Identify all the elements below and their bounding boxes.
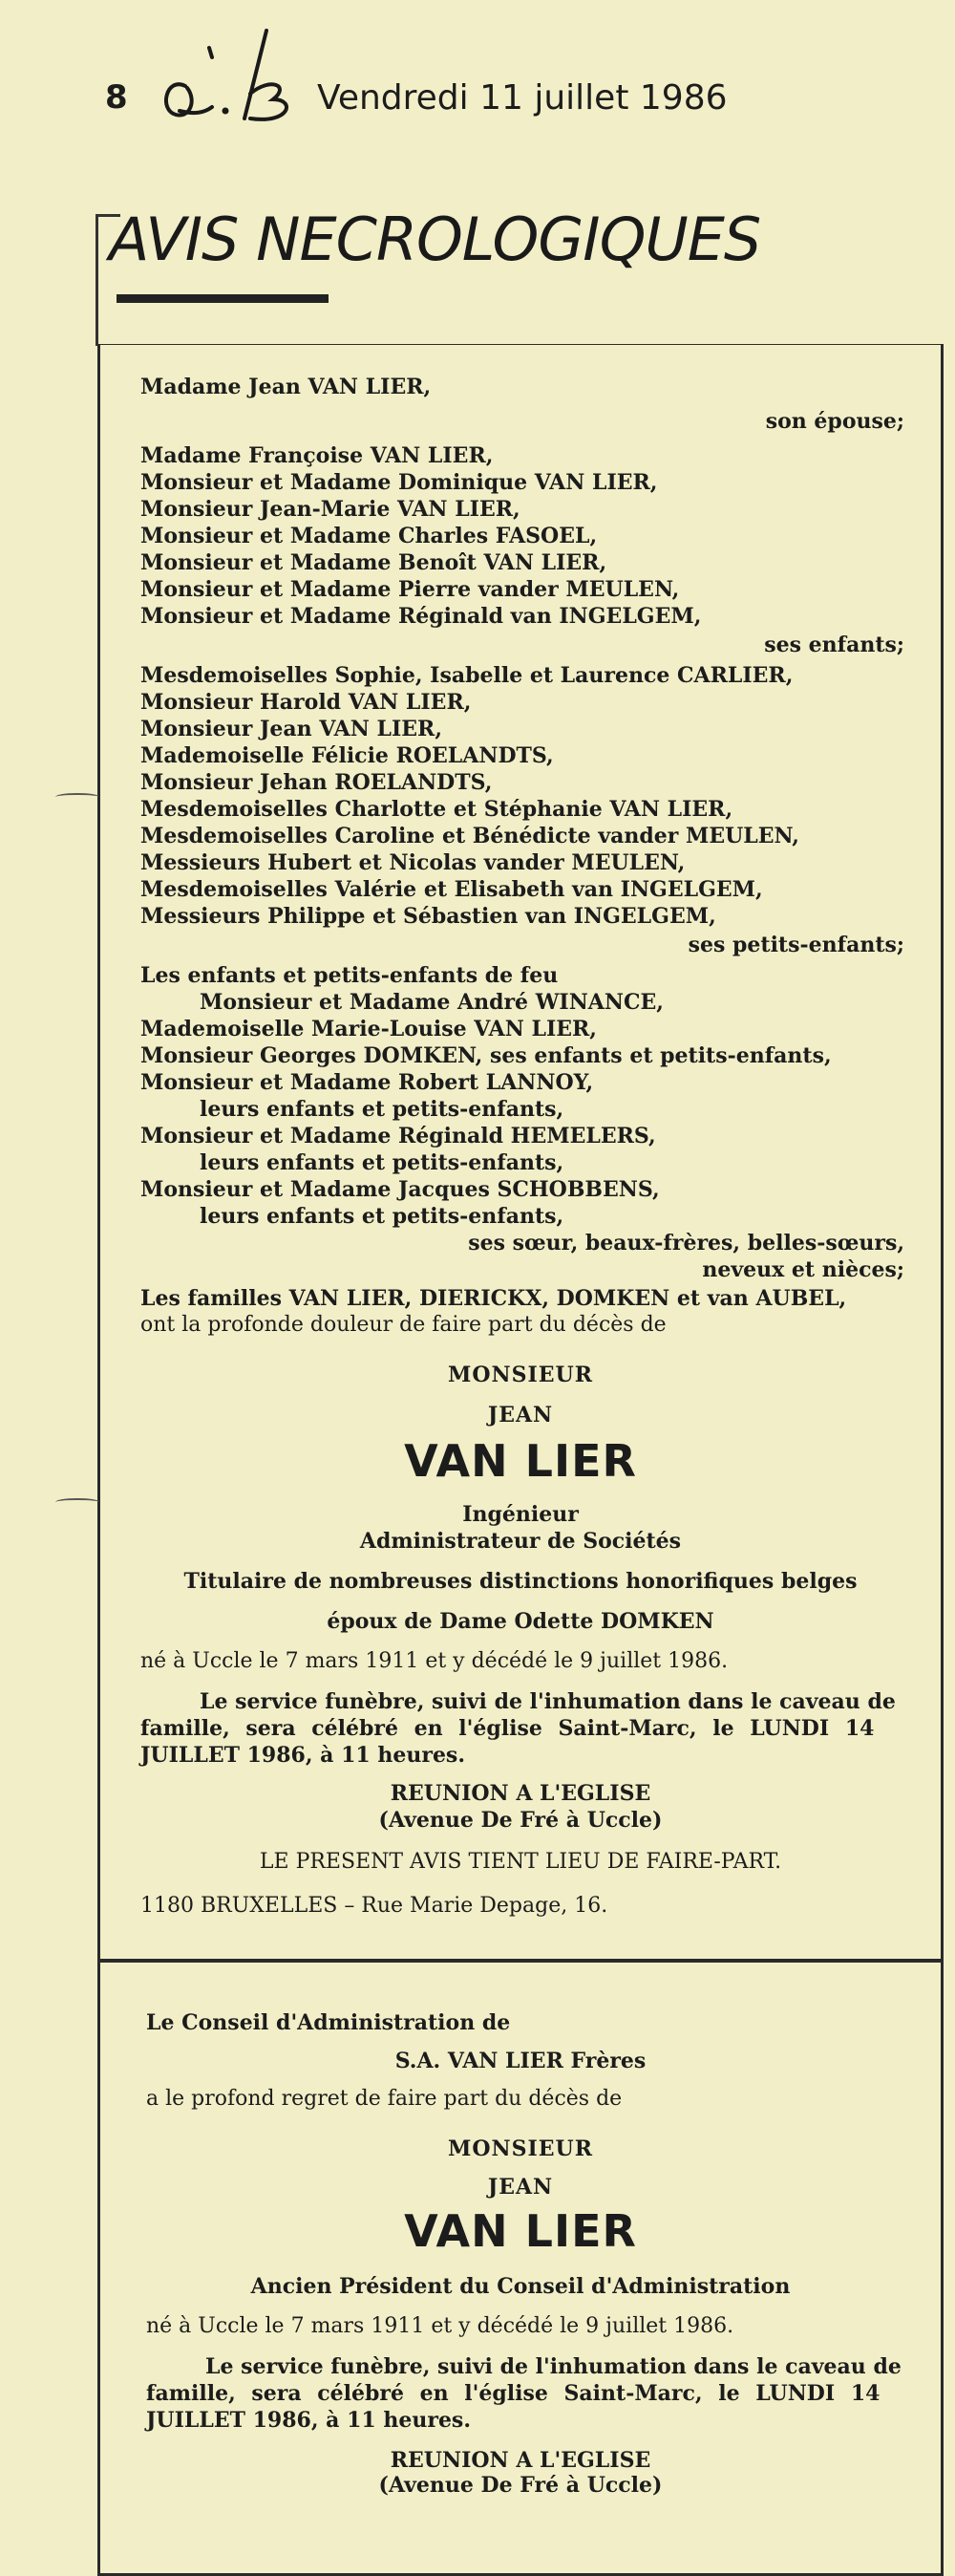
grandchild-line: Mademoiselle Félicie ROELANDTS,: [140, 743, 554, 768]
section-title: AVIS NECROLOGIQUES: [109, 204, 761, 274]
service-line: famille, sera célébré en l'église Saint-Marc, le LUNDI 14: [140, 1716, 875, 1741]
grandchildren-role: ses petits-enfants;: [688, 933, 904, 957]
grandchild-line: Monsieur Jean VAN LIER,: [140, 717, 442, 741]
service-line: Le service funèbre, suivi de l'inhumation dans le caveau de: [205, 2354, 902, 2379]
page-header: [96, 19, 917, 124]
child-line: Monsieur Jean-Marie VAN LIER,: [140, 497, 520, 522]
sibling-line: Monsieur et Madame André WINANCE,: [200, 990, 664, 1015]
deceased-title: MONSIEUR: [447, 1363, 594, 1387]
deceased-profession: Ingénieur: [462, 1502, 579, 1527]
birth-death-line: né à Uccle le 7 mars 1911 et y décédé le 9 juillet 1986.: [146, 2314, 734, 2338]
grandchild-line: Mesdemoiselles Charlotte et Stéphanie VAN LIER,: [140, 797, 733, 822]
sibling-line: Monsieur et Madame Robert LANNOY,: [140, 1070, 594, 1095]
issue-date: Vendredi 11 juillet 1986: [317, 78, 728, 118]
child-line: Monsieur et Madame Benoît VAN LIER,: [140, 550, 607, 575]
deceased-spouse: époux de Dame Odette DOMKEN: [327, 1609, 714, 1634]
board-line: Le Conseil d'Administration de: [146, 2010, 511, 2035]
widow-role: son épouse;: [765, 409, 904, 434]
section-heading: [96, 191, 936, 354]
service-line: JUILLET 1986, à 11 heures.: [140, 1743, 465, 1768]
deceased-first-name: JEAN: [487, 1403, 554, 1428]
deceased-position: Administrateur de Sociétés: [359, 1529, 682, 1554]
sibling-line: Monsieur et Madame Jacques SCHOBBENS,: [140, 1177, 660, 1202]
deceased-first-name: JEAN: [487, 2175, 554, 2200]
widow-line: Madame Jean VAN LIER,: [140, 375, 432, 399]
grandchild-line: Messieurs Philippe et Sébastien van INGELGEM,: [140, 904, 716, 929]
siblings-role: ses sœur, beaux-frères, belles-sœurs,: [468, 1231, 904, 1256]
page-number: 8: [105, 78, 128, 117]
reunion-line: REUNION A L'EGLISE: [390, 2448, 651, 2473]
home-address: 1180 BRUXELLES – Rue Marie Depage, 16.: [140, 1894, 608, 1918]
grandchild-line: Monsieur Jehan ROELANDTS,: [140, 770, 493, 795]
child-line: Madame Françoise VAN LIER,: [140, 443, 494, 468]
deceased-last-name: VAN LIER: [404, 1435, 637, 1487]
faire-part-line: LE PRESENT AVIS TIENT LIEU DE FAIRE-PART.: [259, 1850, 782, 1874]
company-name: S.A. VAN LIER Frères: [394, 2049, 647, 2073]
announcement-line: ont la profonde douleur de faire part du décès de: [140, 1313, 667, 1337]
children-role: ses enfants;: [764, 633, 904, 657]
family-notice: [97, 344, 944, 1963]
child-line: Monsieur et Madame Dominique VAN LIER,: [140, 470, 658, 495]
reunion-address: (Avenue De Fré à Uccle): [378, 2473, 663, 2498]
grandchild-line: Mesdemoiselles Caroline et Bénédicte vander MEULEN,: [140, 824, 799, 848]
grandchild-line: Mesdemoiselles Valérie et Elisabeth van INGELGEM,: [140, 877, 763, 902]
sibling-line: leurs enfants et petits-enfants,: [200, 1097, 564, 1122]
handwritten-logo: [138, 19, 309, 134]
birth-death-line: né à Uccle le 7 mars 1911 et y décédé le 9 juillet 1986.: [140, 1649, 729, 1673]
punch-hole-mark: [55, 793, 99, 801]
service-line: famille, sera célébré en l'église Saint-Marc, le LUNDI 14: [146, 2381, 881, 2406]
sibling-line: leurs enfants et petits-enfants,: [200, 1204, 564, 1229]
reunion-line: REUNION A L'EGLISE: [390, 1781, 651, 1806]
title-underline: [117, 294, 329, 303]
sibling-line: Mademoiselle Marie-Louise VAN LIER,: [140, 1017, 597, 1041]
grandchild-line: Messieurs Hubert et Nicolas vander MEULEN,: [140, 850, 686, 875]
sibling-line: leurs enfants et petits-enfants,: [200, 1150, 564, 1175]
punch-hole-mark: [55, 1498, 99, 1506]
company-notice: [97, 1959, 944, 2576]
deceased-last-name: VAN LIER: [404, 2205, 637, 2257]
sibling-line: Monsieur Georges DOMKEN, ses enfants et petits-enfants,: [140, 1043, 832, 1068]
grandchild-line: Mesdemoiselles Sophie, Isabelle et Laurence CARLIER,: [140, 663, 794, 688]
siblings-role: neveux et nièces;: [702, 1257, 904, 1282]
announcement-line: a le profond regret de faire part du décès de: [146, 2087, 623, 2111]
deceased-title: MONSIEUR: [447, 2136, 594, 2161]
service-line: JUILLET 1986, à 11 heures.: [146, 2408, 471, 2433]
deceased-distinctions: Titulaire de nombreuses distinctions honorifiques belges: [183, 1569, 858, 1594]
reunion-address: (Avenue De Fré à Uccle): [378, 1808, 663, 1833]
deceased-position: Ancien Président du Conseil d'Administration: [250, 2274, 791, 2299]
grandchild-line: Monsieur Harold VAN LIER,: [140, 690, 472, 715]
title-bracket: [96, 214, 98, 346]
sibling-line: Les enfants et petits-enfants de feu: [140, 963, 559, 988]
child-line: Monsieur et Madame Pierre vander MEULEN,: [140, 577, 680, 602]
child-line: Monsieur et Madame Réginald van INGELGEM,: [140, 604, 702, 629]
families-line: Les familles VAN LIER, DIERICKX, DOMKEN et van AUBEL,: [140, 1286, 847, 1311]
service-line: Le service funèbre, suivi de l'inhumation dans le caveau de: [200, 1689, 896, 1714]
sibling-line: Monsieur et Madame Réginald HEMELERS,: [140, 1124, 656, 1148]
child-line: Monsieur et Madame Charles FASOEL,: [140, 524, 598, 548]
